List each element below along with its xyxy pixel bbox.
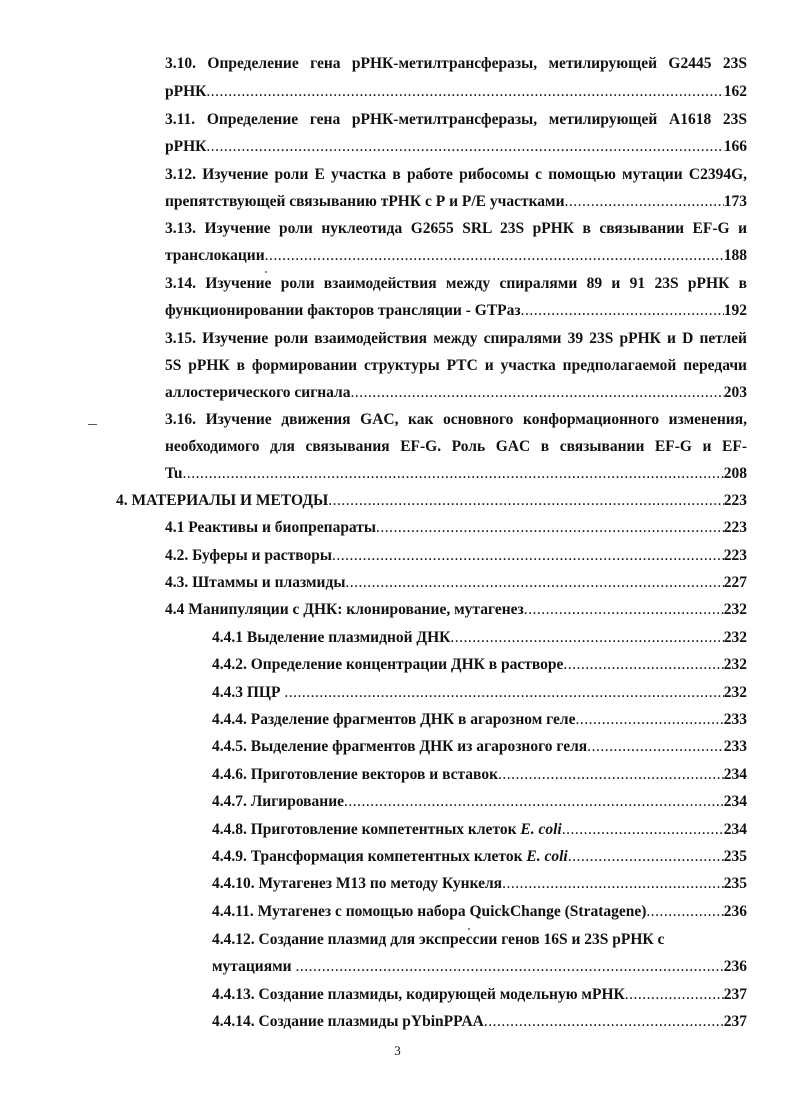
toc-entry-4-4-4[interactable]	[212, 710, 747, 730]
toc-entry-4-4-1[interactable]	[212, 628, 747, 648]
dot-leader	[344, 792, 724, 812]
toc-page-number: 223	[723, 492, 747, 509]
toc-entry-title-end: Tu	[165, 465, 183, 482]
toc-entry-4-4-11[interactable]	[212, 902, 747, 922]
toc-entry-continuation	[165, 464, 747, 484]
toc-entry-title: 4.3. Штаммы и плазмиды	[165, 574, 346, 591]
toc-entry-4-4-8[interactable]	[212, 820, 747, 840]
species-name: E. coli	[520, 821, 562, 838]
toc-entry-title: 4.4.11. Мутагенез с помощью набора QuickChange (Stratagene)	[212, 903, 647, 920]
toc-page-number: 232	[723, 601, 747, 618]
dot-leader	[450, 628, 723, 648]
dot-leader	[565, 192, 724, 212]
toc-entry-title: 3.12. Изучение роли Е участка в работе рибосомы с помощью мутации C2394G,	[165, 166, 747, 183]
toc-entry-4-4-6[interactable]	[212, 765, 747, 785]
toc-page-number: 162	[723, 83, 747, 100]
toc-page-number: 237	[723, 986, 747, 1003]
toc-entry-title-end: аллостерического сигнала	[165, 384, 351, 401]
toc-entry-title: 4.4.3 ПЦР	[212, 684, 285, 701]
dot-leader	[625, 985, 724, 1005]
margin-dash	[88, 424, 97, 425]
toc-page-number: 223	[723, 519, 747, 536]
toc-entry-4-4-2[interactable]	[212, 655, 747, 675]
toc-page-number: 236	[723, 903, 747, 920]
toc-page-number: 232	[723, 629, 747, 646]
toc-entry-title: 4.4 Манипуляции с ДНК: клонирование, мутагенез	[165, 601, 524, 618]
toc-entry-title: 4.4.4. Разделение фрагментов ДНК в агарозном геле	[212, 711, 576, 728]
toc-page-number: 236	[723, 958, 747, 975]
toc-entry-title: 3.16. Изучение движения GAC, как основного конформационного изменения,	[165, 411, 747, 428]
toc-entry-title-text: 4.4.8. Приготовление компетентных клеток	[212, 821, 521, 838]
toc-entry-continuation	[165, 192, 747, 212]
dot-leader	[498, 765, 724, 785]
toc-entry-4-3[interactable]	[165, 573, 747, 593]
toc-entry-title: 3.11. Определение гена рРНК-метилтрансферазы, метилирующей A1618 23S	[165, 111, 747, 128]
toc-page-number: 223	[723, 547, 747, 564]
toc-page-number: 237	[723, 1013, 747, 1030]
toc-entry-title: 4.4.10. Мутагенез М13 по методу Кункеля	[212, 875, 503, 892]
toc-entry-title: 4.1 Реактивы и биопрепараты	[165, 519, 376, 536]
dot-leader	[284, 683, 723, 703]
toc-page-number: 227	[723, 574, 747, 591]
dot-leader	[562, 820, 724, 840]
species-name: E. coli	[526, 848, 568, 865]
toc-entry-continuation	[165, 383, 747, 403]
toc-entry-title: 4.4.6. Приготовление векторов и вставок	[212, 766, 499, 783]
scan-speck	[265, 271, 267, 273]
dot-leader	[206, 82, 723, 102]
toc-entry-4-4[interactable]	[165, 600, 747, 620]
toc-page-number: 188	[723, 247, 747, 264]
toc-entry-title: 3.10. Определение гена рРНК-метилтрансферазы, метилирующей G2445 23S	[165, 55, 747, 72]
toc-entry-4-4-5[interactable]	[212, 737, 747, 757]
toc-page-number: 203	[723, 384, 747, 401]
dot-leader	[206, 137, 723, 157]
dot-leader	[502, 874, 724, 894]
toc-entry-4-4-14[interactable]	[212, 1012, 747, 1032]
toc-entry-4-4-9[interactable]	[212, 847, 747, 867]
toc-page-number: 192	[723, 302, 747, 319]
dot-leader	[295, 957, 723, 977]
toc-entry-title	[212, 820, 562, 840]
toc-page-number: 234	[723, 821, 747, 838]
dot-leader	[563, 655, 723, 675]
dot-leader	[524, 600, 724, 620]
toc-entry-4-1[interactable]	[165, 518, 747, 538]
toc-entry-4-4-13[interactable]	[212, 985, 747, 1005]
toc-entry-title	[212, 847, 568, 867]
dot-leader	[587, 737, 724, 757]
toc-page-number: 233	[723, 711, 747, 728]
dot-leader	[351, 383, 724, 403]
toc-entry-title-end: рРНК	[165, 83, 207, 100]
toc-entry-title: 3.13. Изучение роли нуклеотида G2655 SRL 23S рРНК в связывании EF-G и	[165, 220, 747, 237]
toc-page-number: 234	[723, 766, 747, 783]
toc-entry-4-2[interactable]	[165, 546, 747, 566]
toc-entry-title-end: рРНК	[165, 138, 207, 155]
toc-entry-continuation	[165, 301, 747, 321]
dot-leader	[521, 301, 724, 321]
toc-entry-continuation	[212, 957, 747, 977]
dot-leader	[646, 902, 723, 922]
toc-entry-title: 4.4.5. Выделение фрагментов ДНК из агарозного геля	[212, 738, 588, 755]
toc-page-number: 208	[723, 465, 747, 482]
toc-entry-continuation	[165, 246, 747, 266]
dot-leader	[265, 246, 724, 266]
toc-page-number: 232	[723, 656, 747, 673]
toc-page-number: 234	[723, 793, 747, 810]
toc-chapter-title: 4. МАТЕРИАЛЫ И МЕТОДЫ	[116, 492, 329, 509]
dot-leader	[484, 1012, 724, 1032]
toc-entry-4-4-10[interactable]	[212, 874, 747, 894]
dot-leader	[568, 847, 724, 867]
toc-entry-title: 4.4.14. Создание плазмиды pYbinPPAA	[212, 1013, 484, 1030]
toc-entry-title: 4.2. Буферы и растворы	[165, 547, 332, 564]
toc-entry-title-line2: необходимого для связывания EF-G. Роль GAC в связывании EF-G и EF-	[165, 438, 747, 455]
toc-page-number: 166	[723, 138, 747, 155]
toc-entry-continuation	[165, 137, 747, 157]
toc-entry-title: 4.4.1 Выделение плазмидной ДНК	[212, 629, 451, 646]
toc-entry-4-4-3[interactable]	[212, 683, 747, 703]
toc-page-number: 233	[723, 738, 747, 755]
toc-entry-title: 3.15. Изучение роли взаимодействия между спиралями 39 23S рРНК и D петлей	[165, 330, 747, 347]
toc-entry-title: 4.4.7. Лигирование	[212, 793, 345, 810]
toc-page-number: 173	[723, 193, 747, 210]
toc-entry-continuation	[165, 82, 747, 102]
toc-page-number: 232	[723, 684, 747, 701]
dot-leader	[332, 546, 724, 566]
toc-entry-title-end: транслокации	[165, 247, 265, 264]
toc-entry-title: 4.4.13. Создание плазмиды, кодирующей модельную мРНК	[212, 986, 625, 1003]
toc-entry-title-end: мутациями	[212, 958, 296, 975]
toc-entry-title: 3.14. Изучение роли взаимодействия между спиралями 89 и 91 23S рРНК в	[165, 275, 747, 292]
toc-entry-title-line2: 5S рРНК в формировании структуры РТС и участка предполагаемой передачи	[165, 357, 747, 374]
toc-page-number: 235	[723, 848, 747, 865]
dot-leader	[345, 573, 723, 593]
toc-entry-4-4-7[interactable]	[212, 792, 747, 812]
dot-leader	[328, 491, 724, 511]
page-number: 3	[394, 1043, 401, 1058]
dot-leader	[376, 518, 724, 538]
toc-entry-title: 4.4.12. Создание плазмид для экспрессии генов 16S и 23S рРНК с	[212, 931, 665, 948]
toc-entry-title-text: 4.4.9. Трансформация компетентных клеток	[212, 848, 527, 865]
toc-entry-title: 4.4.2. Определение концентрации ДНК в растворе	[212, 656, 564, 673]
toc-entry-4[interactable]	[116, 491, 747, 511]
dot-leader	[575, 710, 723, 730]
toc-entry-title-end: препятствующей связыванию тРНК с Р и Р/Е участками	[165, 193, 565, 210]
dot-leader	[183, 464, 724, 484]
toc-entry-title-end: функционировании факторов трансляции - GTPаз	[165, 302, 521, 319]
toc-page-number: 235	[723, 875, 747, 892]
